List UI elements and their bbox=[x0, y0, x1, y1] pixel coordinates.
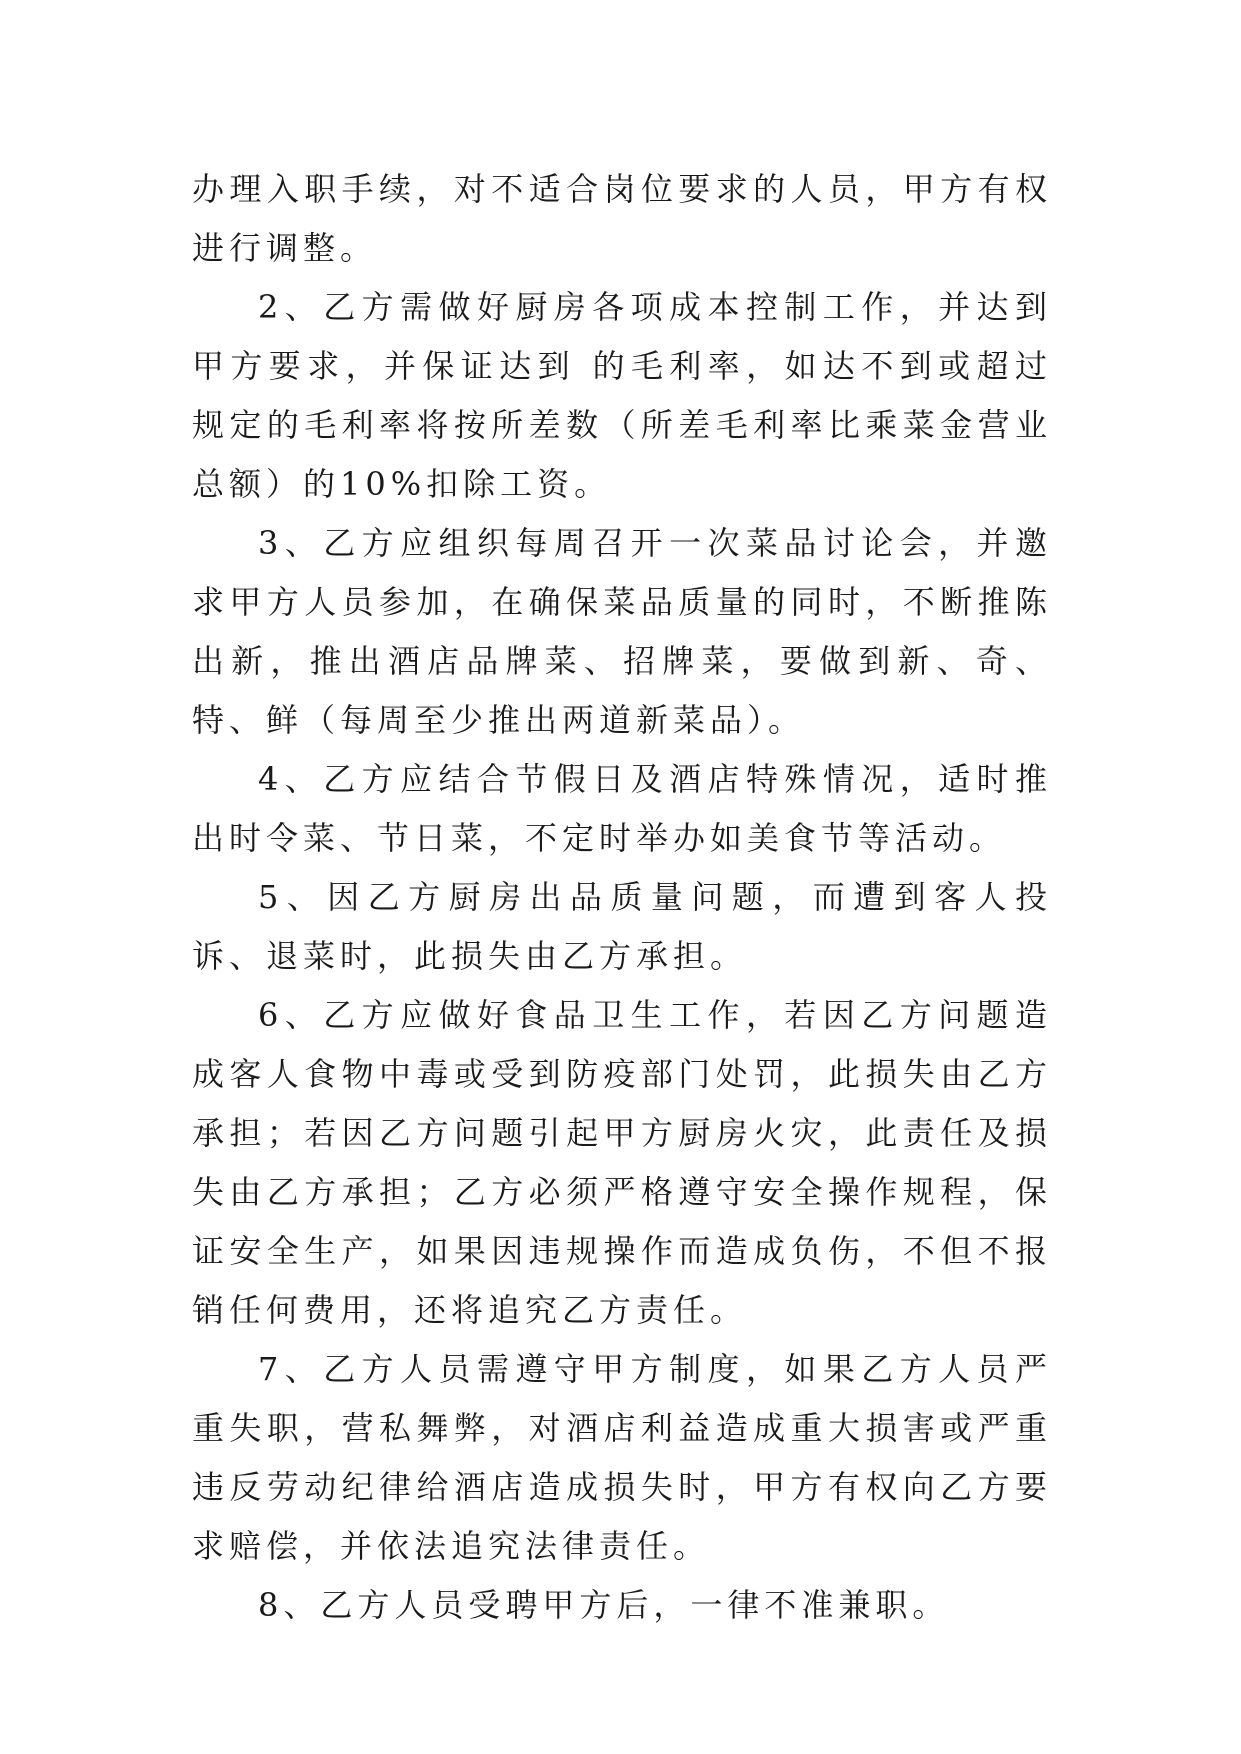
clause-8: 8、乙方人员受聘甲方后，一律不准兼职。 bbox=[258, 1586, 950, 1624]
document-body bbox=[192, 160, 1052, 1635]
clause-3: 3、乙方应组织每周召开一次菜品讨论会，并邀求甲方人员参加，在确保菜品质量的同时，不断推陈出新，推出酒店品牌菜、招牌菜，要做到新、奇、特、鲜（每周至少推出两道新菜品）。 bbox=[192, 524, 1052, 739]
clause-4: 4、乙方应结合节假日及酒店特殊情况，适时推出时令菜、节日菜，不定时举办如美食节等活动。 bbox=[192, 760, 1052, 857]
clause-6: 6、乙方应做好食品卫生工作，若因乙方问题造成客人食物中毒或受到防疫部门处罚，此损失由乙方承担；若因乙方问题引起甲方厨房火灾，此责任及损失由乙方承担；乙方必须严格遵守安全操作规程，保证安全生产，如果因违规操作而造成负伤，不但不报销任何费用，还将追究乙方责任。 bbox=[192, 996, 1052, 1329]
paragraph-continuation: 办理入职手续，对不适合岗位要求的人员，甲方有权进行调整。 bbox=[192, 170, 1052, 267]
clause-7: 7、乙方人员需遵守甲方制度，如果乙方人员严重失职，营私舞弊，对酒店利益造成重大损害或严重违反劳动纪律给酒店造成损失时，甲方有权向乙方要求赔偿，并依法追究法律责任。 bbox=[192, 1350, 1052, 1565]
clause-5: 5、因乙方厨房出品质量问题，而遭到客人投诉、退菜时，此损失由乙方承担。 bbox=[192, 878, 1052, 975]
clause-2: 2、乙方需做好厨房各项成本控制工作，并达到甲方要求，并保证达到 的毛利率，如达不到或超过规定的毛利率将按所差数（所差毛利率比乘菜金营业总额）的10%扣除工资。 bbox=[192, 288, 1052, 503]
